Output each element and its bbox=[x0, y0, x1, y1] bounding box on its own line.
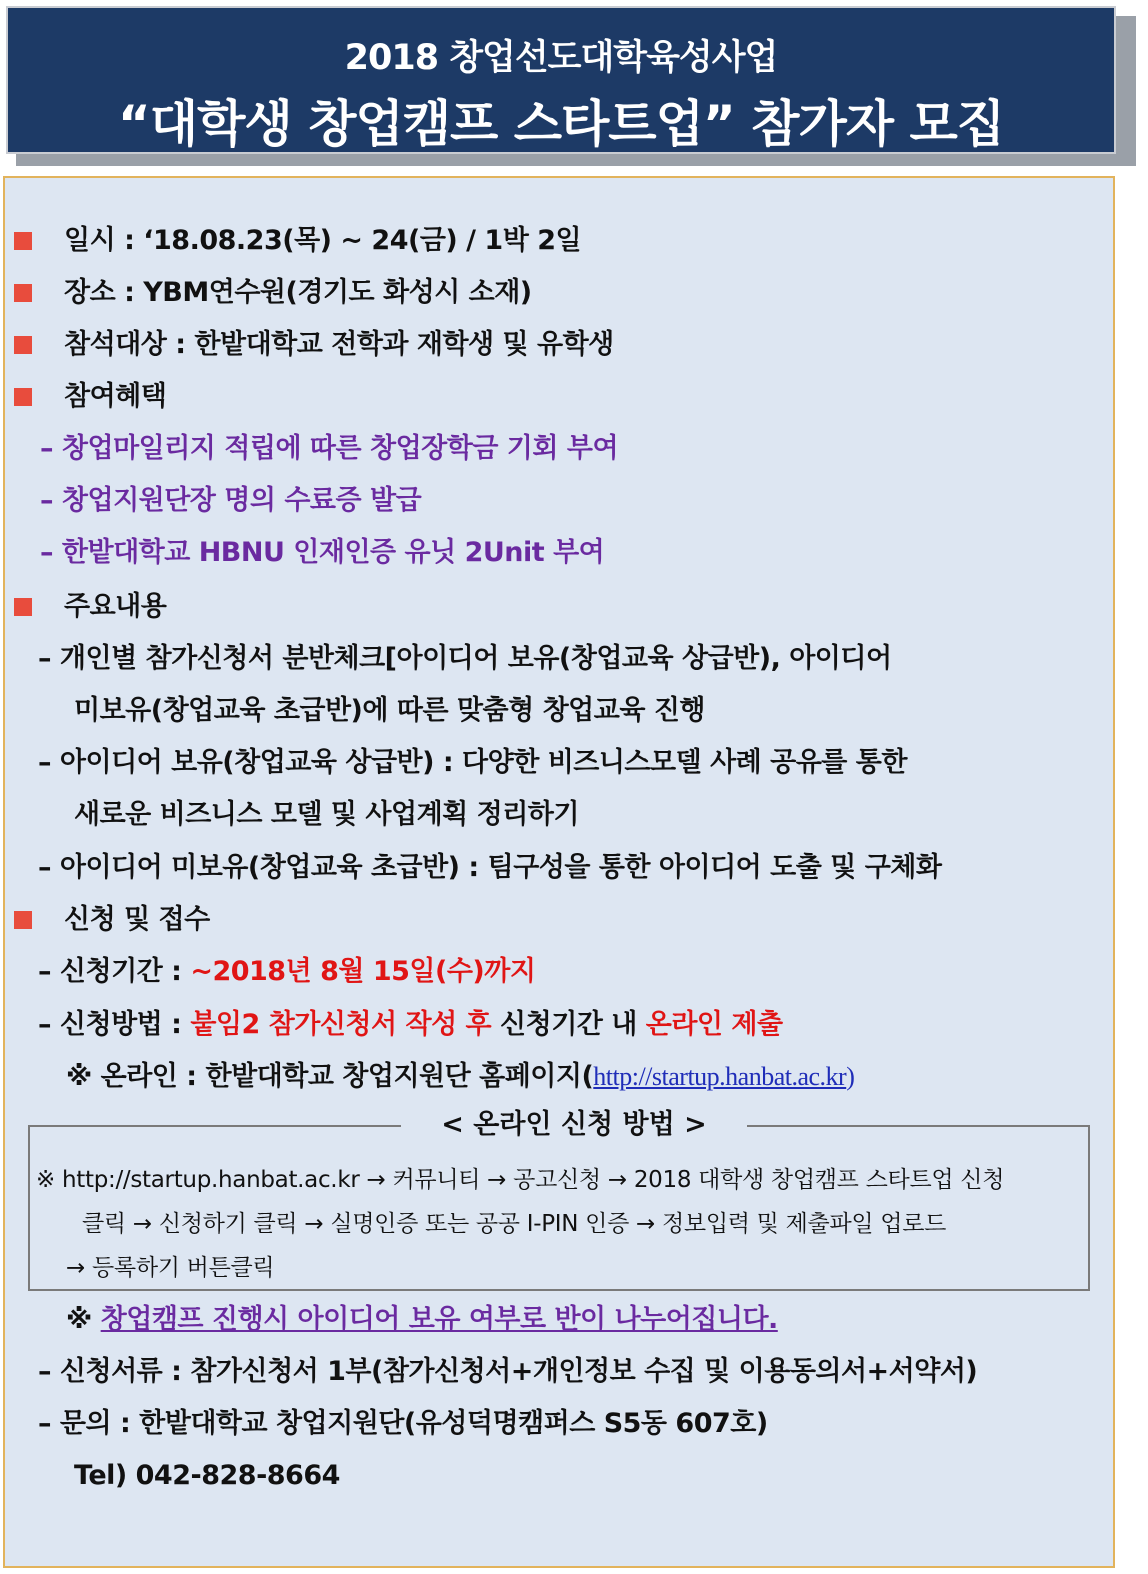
content-item-continued: 새로운 비즈니스 모델 및 사업계획 정리하기 bbox=[74, 799, 579, 830]
apply-documents: – 신청서류 : 참가신청서 1부(참가신청서+개인정보 수집 및 이용동의서+서약서) bbox=[38, 1356, 978, 1387]
class-note bbox=[66, 1303, 778, 1337]
benefit-item: – 창업지원단장 명의 수료증 발급 bbox=[40, 485, 422, 516]
apply-method-red2: 온라인 제출 bbox=[645, 1009, 783, 1040]
header-title: “대학생 창업캠프 스타트업” 참가자 모집 bbox=[117, 95, 1005, 153]
header-banner bbox=[6, 6, 1116, 154]
content-item-continued: 미보유(창업교육 초급반)에 따른 맞춤형 창업교육 진행 bbox=[74, 695, 705, 726]
online-method-title-text: < 온라인 신청 방법 > bbox=[401, 1109, 746, 1140]
bullet-square-icon bbox=[14, 598, 32, 616]
apply-method-red1: 붙임2 참가신청서 작성 후 bbox=[190, 1009, 492, 1040]
online-method-line: 클릭 → 신청하기 클릭 → 실명인증 또는 공공 I-PIN 인증 → 정보입력 및 제출파일 업로드 bbox=[82, 1211, 947, 1237]
bullet-square-icon bbox=[14, 284, 32, 302]
online-label: ※ 온라인 : 한밭대학교 창업지원단 홈페이지( bbox=[66, 1061, 594, 1092]
bullet-square-icon bbox=[14, 911, 32, 929]
contact-info: – 문의 : 한밭대학교 창업지원단(유성덕명캠퍼스 S5동 607호) bbox=[38, 1408, 768, 1439]
item-place: 장소 : YBM연수원(경기도 화성시 소재) bbox=[64, 277, 532, 308]
item-date: 일시 : ‘18.08.23(목) ~ 24(금) / 1박 2일 bbox=[64, 225, 582, 256]
item-benefits-title: 참여혜택 bbox=[64, 381, 167, 412]
online-method-line: → 등록하기 버튼클릭 bbox=[66, 1255, 275, 1281]
apply-method-label: – 신청방법 : bbox=[38, 1009, 191, 1040]
bullet-square-icon bbox=[14, 388, 32, 406]
contact-tel: Tel) 042-828-8664 bbox=[74, 1460, 340, 1491]
homepage-link[interactable]: http://startup.hanbat.ac.kr bbox=[593, 1062, 847, 1091]
item-apply-title: 신청 및 접수 bbox=[64, 904, 210, 935]
apply-period-value: ~2018년 8월 15일(수)까지 bbox=[190, 956, 536, 987]
content-item: – 아이디어 미보유(창업교육 초급반) : 팀구성을 통한 아이디어 도출 및 구체화 bbox=[38, 852, 942, 883]
online-info bbox=[66, 1060, 854, 1094]
item-target: 참석대상 : 한밭대학교 전학과 재학생 및 유학생 bbox=[64, 329, 614, 360]
content-item: – 개인별 참가신청서 분반체크[아이디어 보유(창업교육 상급반), 아이디어 bbox=[38, 643, 892, 674]
header-subtitle: 2018 창업선도대학육성사업 bbox=[344, 38, 778, 78]
online-close-paren: ) bbox=[846, 1062, 855, 1091]
bullet-square-icon bbox=[14, 232, 32, 250]
apply-method bbox=[38, 1008, 783, 1042]
apply-period-label: – 신청기간 : bbox=[38, 956, 191, 987]
class-note-text: 창업캠프 진행시 아이디어 보유 여부로 반이 나누어집니다. bbox=[100, 1304, 778, 1335]
online-method-line: ※ http://startup.hanbat.ac.kr → 커뮤니티 → 공고신청 → 2018 대학생 창업캠프 스타트업 신청 bbox=[36, 1167, 1005, 1193]
bullet-square-icon bbox=[14, 336, 32, 354]
online-method-title bbox=[0, 1108, 1148, 1142]
apply-method-mid: 신청기간 내 bbox=[491, 1009, 646, 1040]
item-content-title: 주요내용 bbox=[64, 591, 167, 622]
class-note-mark: ※ bbox=[66, 1304, 101, 1335]
content-item: – 아이디어 보유(창업교육 상급반) : 다양한 비즈니스모델 사례 공유를 통한 bbox=[38, 747, 907, 778]
benefit-item: – 한밭대학교 HBNU 인재인증 유닛 2Unit 부여 bbox=[40, 537, 605, 568]
apply-period bbox=[38, 955, 535, 989]
benefit-item: – 창업마일리지 적립에 따른 창업장학금 기회 부여 bbox=[40, 433, 619, 464]
